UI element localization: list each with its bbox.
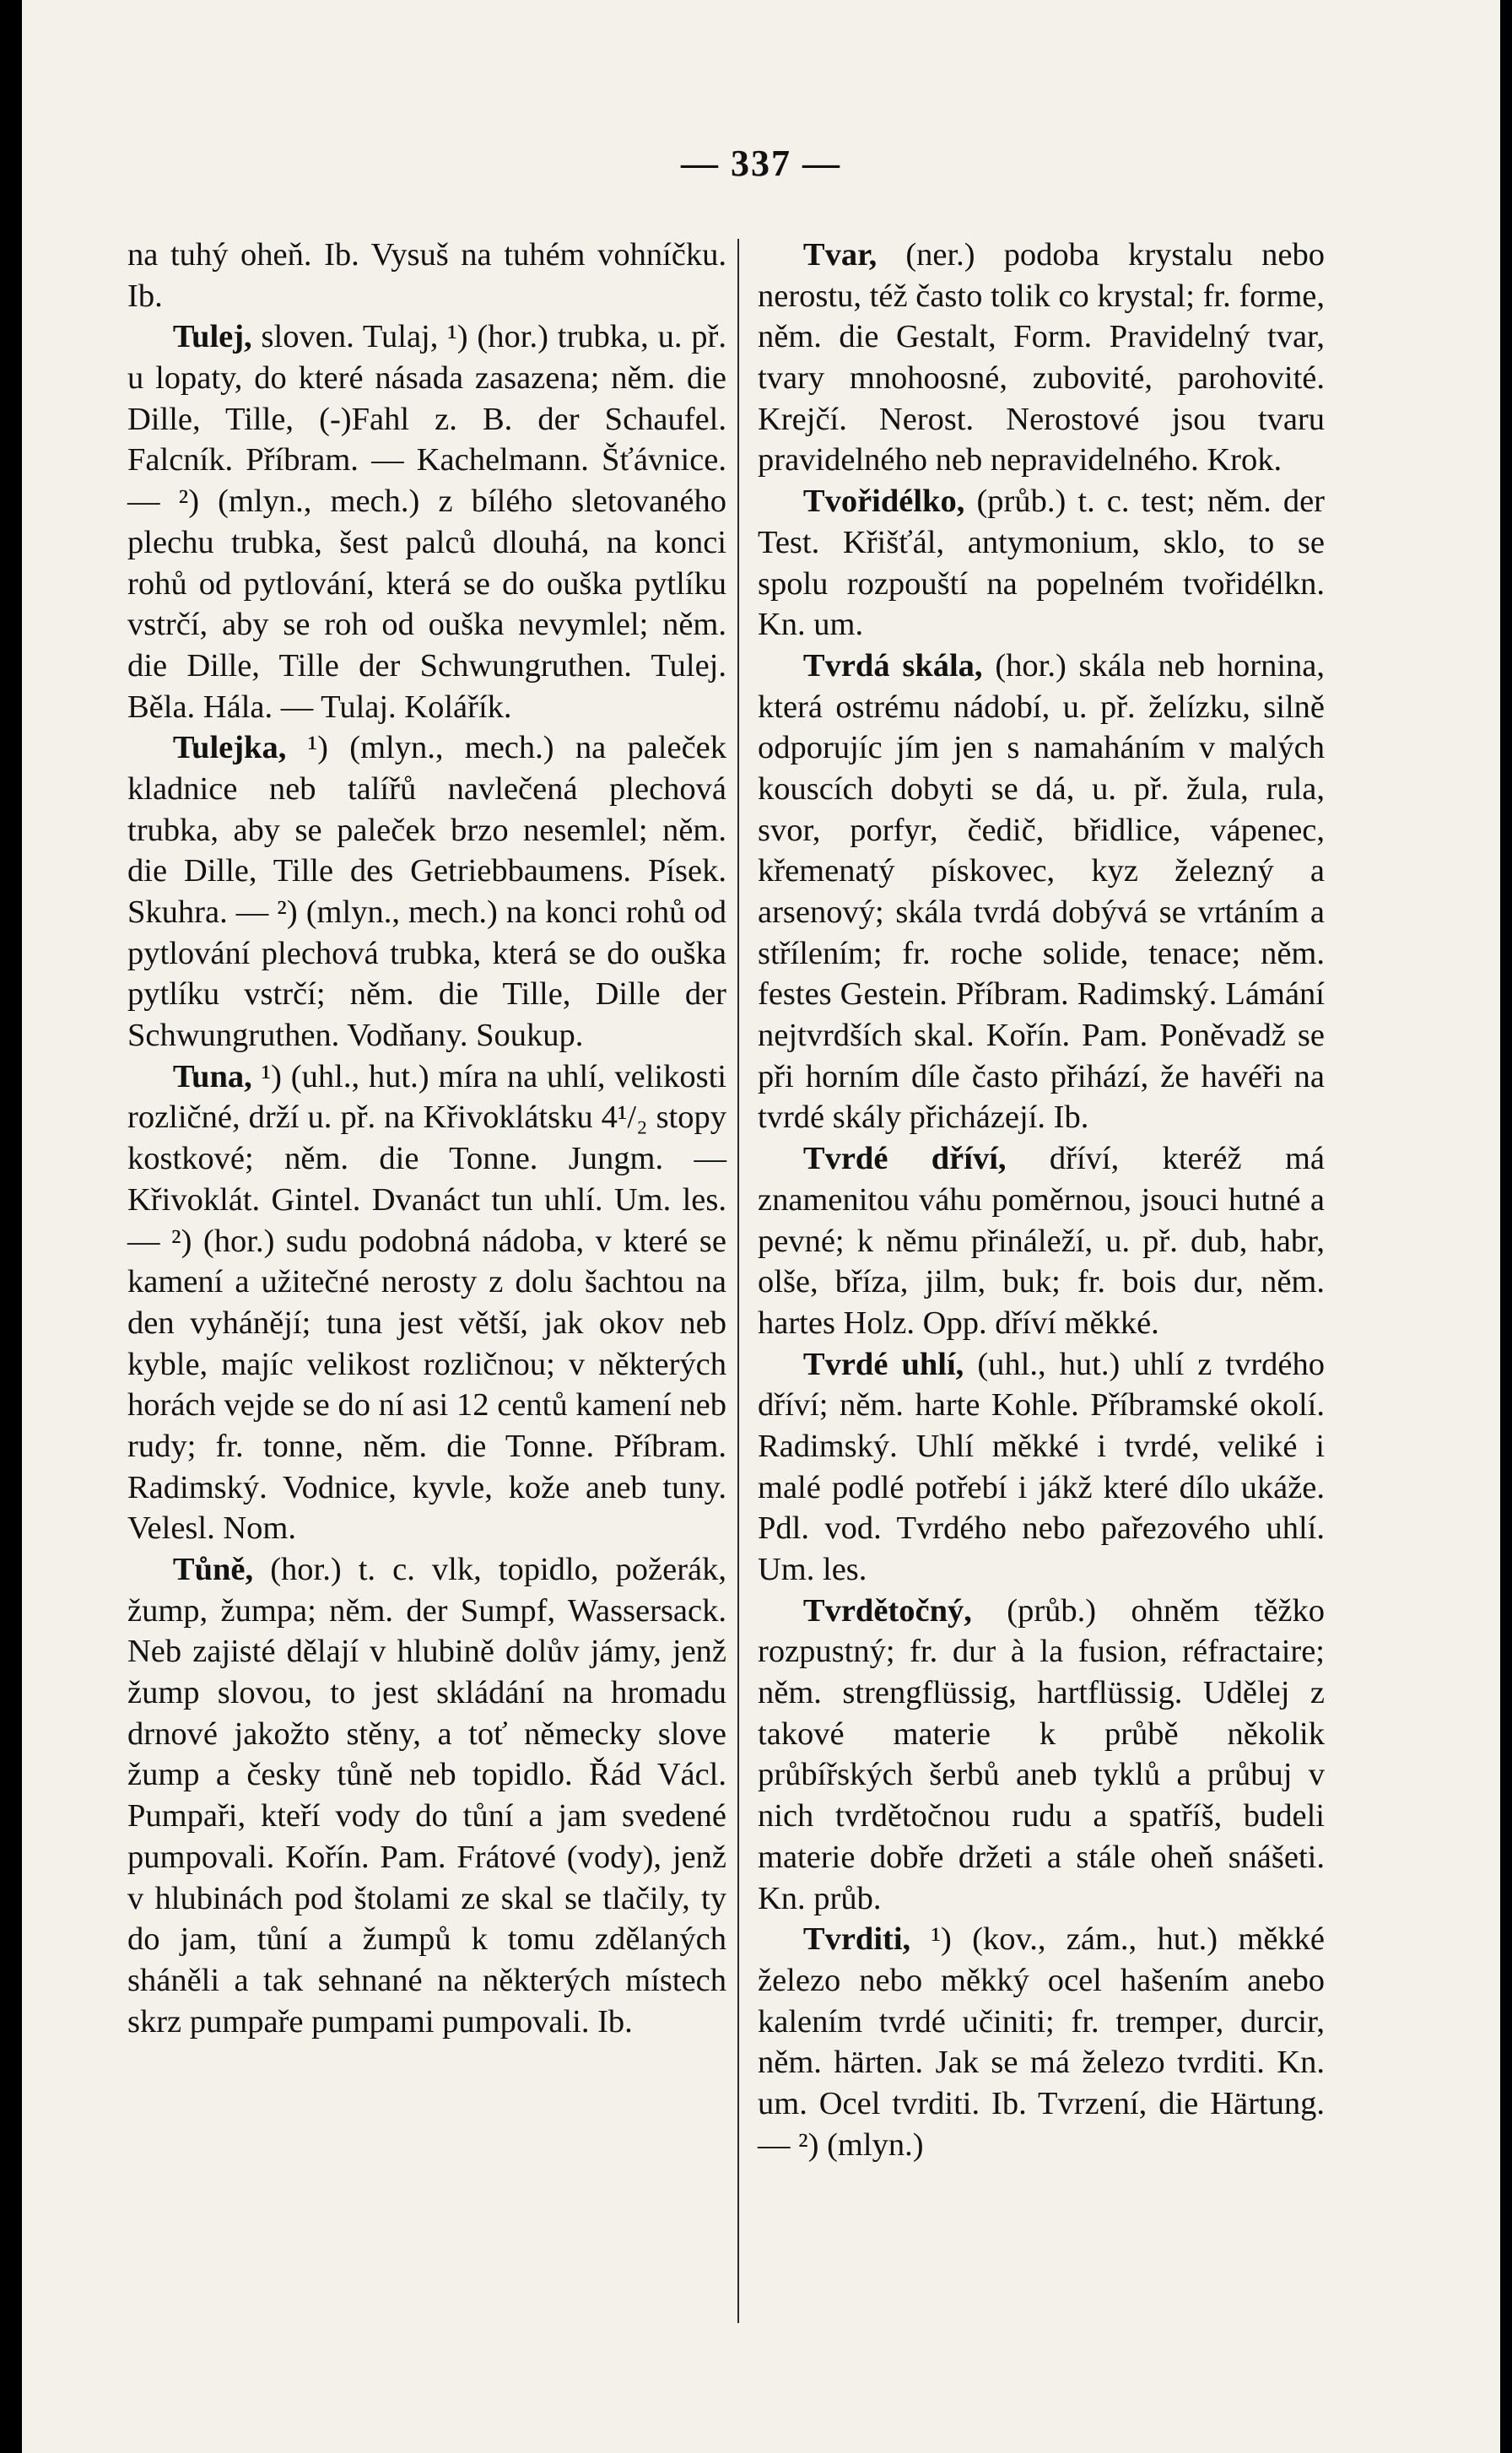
entry-headword: Tuna,	[172, 1058, 252, 1094]
column-divider	[737, 239, 739, 2323]
entry	[758, 646, 1325, 1138]
entry	[127, 235, 726, 316]
right-column	[758, 235, 1325, 2165]
entry-text: ¹) (mlyn., mech.) na paleček kladnice neb talířů navlečená plechová trubka, aby se paleček brzo nesemlel; něm. die Dille, Tille des Getriebbaumens. Písek. Skuhra. — ²) (mlyn., mech.) na konci rohů od pytlování plechová trubka, která se do ouška pytlíku vstrčí; něm. die Tille, Dille der Schwungruthen. Vodňany. Soukup.	[127, 730, 726, 1054]
page-number: — 337 —	[681, 143, 841, 184]
entry	[758, 1344, 1325, 1591]
entry	[127, 1056, 726, 1549]
entry-text: (hor.) skála neb hornina, která ostrému nádobí, u. př. želízku, silně odporujíc jím jen s namaháním v malých kouscích dobyti se dá, u. př. žula, rula, svor, porfyr, čedič, břidlice, vápenec, křemenatý pískovec, kyz železný a arsenový; skála tvrdá dobývá se vrtáním a střílením; fr. roche solide, tenace; něm. festes Gestein. Příbram. Radimský. Lámání nejtvrdších skal. Kořín. Pam. Poněvadž se při horním díle často přihází, že havéři na tvrdé skály přicházejí. Ib.	[758, 647, 1326, 1136]
entry	[758, 1591, 1325, 1920]
entry	[758, 1919, 1325, 2165]
entry	[758, 235, 1325, 481]
entry-text: (ner.) podoba krystalu nebo nerostu, též často tolik co krystal; fr. forme, něm. die Gestalt, Form. Pravidelný tvar, tvary mnohoosné, zubovité, parohovité. Krejčí. Nerost. Nerostové jsou tvaru pravidelného neb nepravidelného. Krok.	[758, 237, 1326, 478]
entry-headword: Tvořidélko,	[802, 484, 965, 520]
entry-headword: Tvrdé dříví,	[802, 1141, 1007, 1177]
entry-text: ¹) (uhl., hut.) míra na uhlí, velikosti rozličné, drží u. př. na Křivoklátsku 4¹/₂ stopy kostkové; něm. die Tonne. Jungm. — Křivoklát. Gintel. Dvanáct tun uhlí. Um. les. — ²) (hor.) sudu podobná nádoba, v které se kamení a užitečné nerosty z dolu šachtou na den vyhánějí; tuna jest větší, jak okov neb kyble, majíc velikost rozličnou; v některých horách vejde se do ní asi 12 centů kamení neb rudy; fr. tonne, něm. die Tonne. Příbram. Radimský. Vodnice, kyvle, kože aneb tuny. Velesl. Nom.	[127, 1058, 726, 1547]
entry	[758, 481, 1325, 646]
entry-headword: Tvrdé uhlí,	[802, 1346, 964, 1382]
entry	[127, 727, 726, 1056]
page-sheet	[22, 0, 1500, 2453]
entry-text: ¹) (kov., zám., hut.) měkké železo nebo měkký ocel hašením anebo kalením tvrdé učiniti; fr. tremper, durcir, něm. härten. Jak se má železo tvrditi. Kn. um. Ocel tvrditi. Ib. Tvrzení, die Härtung. — ²) (mlyn.)	[758, 1921, 1326, 2163]
entry-headword: Tvrdá skála,	[802, 647, 983, 683]
entry-headword: Tvrdětočný,	[802, 1592, 972, 1629]
entry-text: (uhl., hut.) uhlí z tvrdého dříví; něm. harte Kohle. Příbramské okolí. Radimský. Uhlí měkké i tvrdé, veliké i malé podlé potřebí i jákž které dílo ukáže. Pdl. vod. Tvrdého nebo pařezového uhlí. Um. les.	[758, 1346, 1326, 1587]
entry-headword: Tůně,	[172, 1552, 254, 1587]
entry-text: (průb.) ohněm těžko rozpustný; fr. dur à la fusion, réfractaire; něm. strengflüssig, hartflüssig. Udělej z takové materie k průbě několik průbířských šerbů aneb tyklů a průbuj v nich tvrdětočnou rudu a spatříš, budeli materie dobře držeti a stále oheň snášeti. Kn. průb.	[758, 1592, 1326, 1916]
entry-text: (hor.) t. c. vlk, topidlo, požerák, žump, žumpa; něm. der Sumpf, Wassersack. Neb zajisté dělají v hlubině dolův jámy, jenž žump slovou, to jest skládání na hromadu drnové jakožto stěny, a toť německy slove žump a česky tůně neb topidlo. Řád Václ. Pumpaři, kteří vody do tůní a jam svedené pumpovali. Kořín. Pam. Frátové (vody), jenž v hlubinách pod štolami ze skal se tlačily, ty do jam, tůní a žumpů k tomu zdělaných sháněli a tak sehnané na některých místech skrz pumpaře pumpami pumpovali. Ib.	[127, 1552, 727, 2040]
entry-text: (průb.) t. c. test; něm. der Test. Křišťál, antymonium, sklo, to se spolu rozpouští na popelném tvořidélkn. Kn. um.	[758, 484, 1325, 643]
entry-headword: Tvrditi,	[802, 1921, 911, 1958]
entry-headword: Tvar,	[802, 237, 878, 273]
entry	[758, 1138, 1325, 1343]
entry	[127, 316, 726, 727]
entry-headword: Tulejka,	[172, 730, 287, 766]
left-column	[127, 235, 726, 2042]
entry-text: dříví, kteréž má znamenitou váhu poměrnou, jsouci hutné a pevné; k němu přináleží, u. př. dub, habr, olše, bříza, jilm, buk; fr. bois dur, něm. hartes Holz. Opp. dříví měkké.	[758, 1141, 1325, 1341]
entry-text: sloven. Tulaj, ¹) (hor.) trubka, u. př. u lopaty, do které násada zasazena; něm. die Dille, Tille, (-)Fahl z. B. der Schaufel. Falcník. Příbram. — Kachelmann. Šťávnice. — ²) (mlyn., mech.) z bílého sletovaného plechu trubka, šest palců dlouhá, na konci rohů od pytlování, která se do ouška pytlíku vstrčí, aby se roh od ouška nevymlel; něm. die Dille, Tille der Schwungruthen. Tulej. Běla. Hála. — Tulaj. Kolářík.	[127, 319, 726, 725]
entry	[127, 1549, 726, 2042]
entry-text: na tuhý oheň. Ib. Vysuš na tuhém vohníčku. Ib.	[127, 237, 726, 314]
entry-headword: Tulej,	[172, 319, 252, 355]
